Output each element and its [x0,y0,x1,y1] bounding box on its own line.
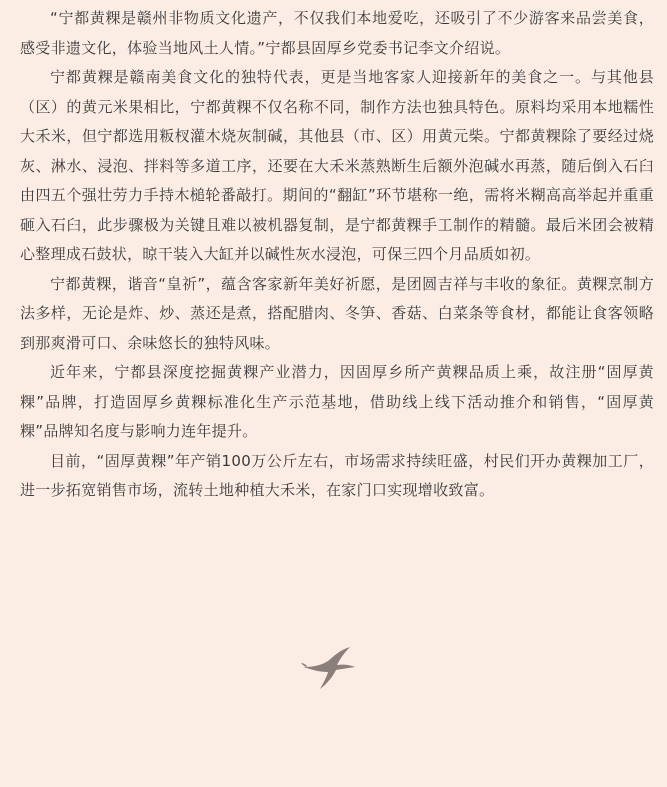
article-body [20,4,654,506]
paragraph-quote: “宁都黄粿是赣州非物质文化遗产，不仅我们本地爱吃，还吸引了不少游客来品尝美食，感受非遗文化，体验当地风土人情。”宁都县固厚乡党委书记李文介绍说。 [20,9,654,57]
paragraph-brand: 近年来，宁都县深度挖掘黄粿产业潜力，因固厚乡所产黄粿品质上乘，故注册“固厚黄粿”品牌，打造固厚乡黄粿标准化生产示范基地，借助线上线下活动推介和销售，“固厚黄粿”品牌知名度与影响力连年提升。 [20,363,654,440]
paragraph-symbolism: 宁都黄粿，谐音“皇祈”，蕴含客家新年美好祈愿，是团圆吉祥与丰收的象征。黄粿烹制方法多样，无论是炸、炒、蒸还是煮，搭配腊肉、冬笋、香菇、白菜条等食材，都能让食客领略到那爽滑可口、余味悠长的独特风味。 [20,274,654,352]
swallow-icon [300,645,358,693]
paragraph-intro: 宁都黄粿是赣南美食文化的独特代表，更是当地客家人迎接新年的美食之一。与其他县（区）的黄元米果相比，宁都黄粿不仅名称不同，制作方法也独具特色。原料均采用本地糯性大禾米，但宁都选用粄杈灌木烧灰制碱，其他县（市、区）用黄元柴。宁都黄粿除了要经过烧灰、淋水、浸泡、拌料等多道工序，还要在大禾米蒸熟断生后额外泡碱水再蒸，随后倒入石臼由四五个强壮劳力手持木槌轮番敲打。期间的“翻缸”环节堪称一绝，需将米糊高高举起并重重砸入石臼，此步骤极为关键且难以被机器复制，是宁都黄粿手工制作的精髓。最后米团会被精心整理成石鼓状，晾干装入大缸并以碱性灰水浸泡，可保三四个月品质如初。 [20,68,654,263]
paragraph-current: 目前，“固厚黄粿”年产销100万公斤左右，市场需求持续旺盛，村民们开办黄粿加工厂，进一步拓宽销售市场，流转土地种植大禾米，在家门口实现增收致富。 [20,451,654,499]
